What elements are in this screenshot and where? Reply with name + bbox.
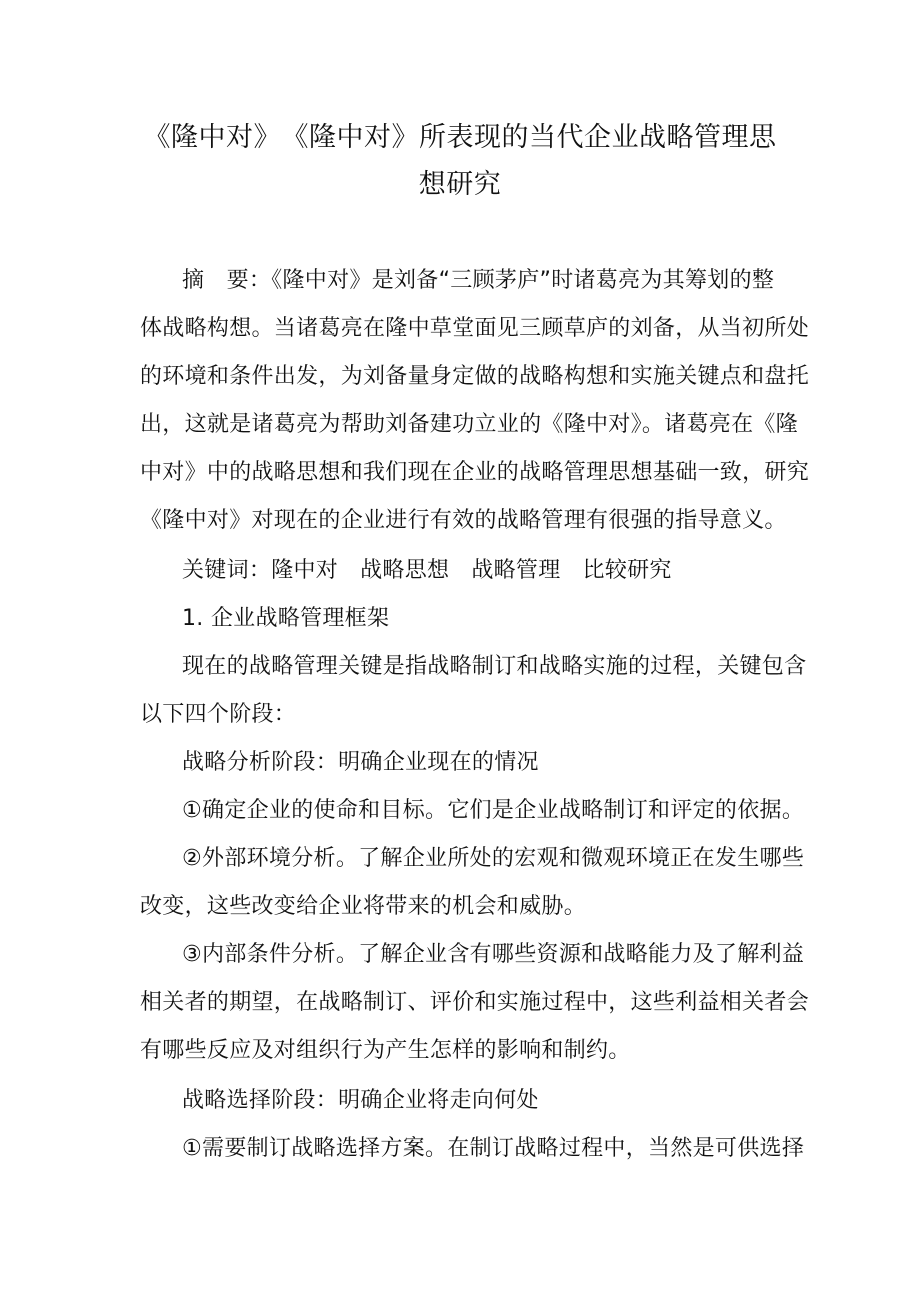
stage-heading-choice: 战略选择阶段：明确企业将走向何处 — [182, 1088, 539, 1113]
keyword: 比较研究 — [582, 558, 672, 583]
list-item: ③内部条件分析。了解企业含有哪些资源和战略能力及了解利益 — [182, 942, 805, 967]
abstract-first-line — [182, 266, 774, 296]
abstract-text-line: 体战略构想。当诸葛亮在隆中草堂面见三顾草庐的刘备，从当初所处 — [140, 316, 810, 341]
abstract-text-line: 出，这就是诸葛亮为帮助刘备建功立业的《隆中对》。诸葛亮在《隆 — [140, 412, 799, 437]
list-item: ①需要制订战略选择方案。在制订战略过程中，当然是可供选择 — [182, 1136, 805, 1161]
abstract-text-line: 的环境和条件出发，为刘备量身定做的战略构想和实施关键点和盘托 — [140, 364, 810, 389]
keyword: 隆中对 — [271, 558, 339, 583]
paragraph-line: 以下四个阶段： — [140, 702, 297, 727]
abstract-text-line: 《隆中对》对现在的企业进行有效的战略管理有很强的指导意义。 — [140, 508, 787, 533]
keywords-label: 关键词： — [182, 558, 272, 583]
paragraph-line: 现在的战略管理关键是指战略制订和战略实施的过程，关键包含 — [182, 654, 807, 679]
stage-heading-analysis: 战略分析阶段：明确企业现在的情况 — [182, 750, 539, 775]
abstract-text-line: 中对》中的战略思想和我们现在企业的战略管理思想基础一致，研究 — [140, 460, 810, 485]
list-item: ②外部环境分析。了解企业所处的宏观和微观环境正在发生哪些 — [182, 846, 805, 871]
keyword: 战略思想 — [360, 558, 450, 583]
list-item: ①确定企业的使命和目标。它们是企业战略制订和评定的依据。 — [182, 798, 805, 823]
document-title-line-1: 《隆中对》 《隆中对》所表现的当代企业战略管理思 — [143, 122, 777, 153]
list-item-continuation: 有哪些反应及对组织行为产生怎样的影响和制约。 — [140, 1038, 631, 1063]
keywords-line — [182, 556, 672, 586]
list-item-continuation: 改变，这些改变给企业将带来的机会和威胁。 — [140, 894, 587, 919]
section-heading: 1. 企业战略管理框架 — [182, 606, 390, 631]
abstract-text-line: 《隆中对》是刘备“三顾茅庐”时诸葛亮为其筹划的整 — [271, 268, 775, 293]
keyword: 战略管理 — [471, 558, 561, 583]
document-title-line-2: 想研究 — [418, 169, 502, 200]
abstract-label: 摘 要： — [182, 268, 272, 293]
list-item-continuation: 相关者的期望，在战略制订、评价和实施过程中，这些利益相关者会 — [140, 990, 810, 1015]
